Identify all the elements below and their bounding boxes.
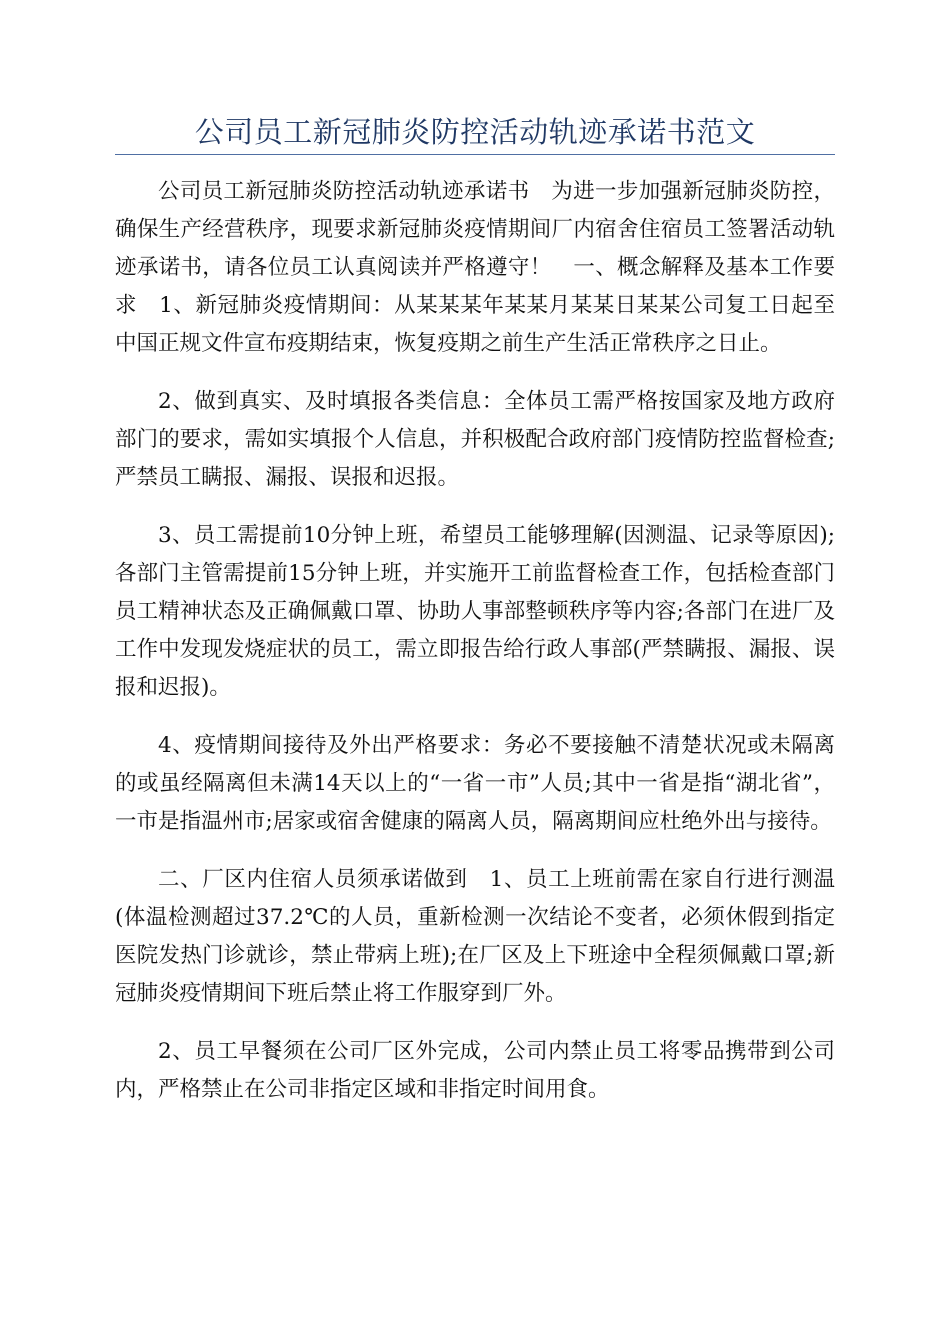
paragraph-item-2: 2、做到真实、及时填报各类信息：全体员工需严格按国家及地方政府部门的要求，需如实填报个人信息，并积极配合政府部门疫情防控监督检查;严禁员工瞒报、漏报、误报和迟报。 <box>115 389 835 490</box>
paragraph-item-4: 4、疫情期间接待及外出严格要求：务必不要接触不清楚状况或未隔离的或虽经隔离但未满14天以上的“一省一市”人员;其中一省是指“湖北省”，一市是指温州市;居家或宿舍健康的隔离人员，隔离期间应杜绝外出与接待。 <box>115 733 835 834</box>
paragraph-item-3: 3、员工需提前10分钟上班，希望员工能够理解(因测温、记录等原因);各部门主管需提前15分钟上班，并实施开工前监督检查工作，包括检查部门员工精神状态及正确佩戴口罩、协助人事部整顿秩序等内容;各部门在进厂及工作中发现发烧症状的员工，需立即报告给行政人事部(严禁瞒报、漏报、误报和迟报)。 <box>115 523 835 700</box>
paragraph-intro: 公司员工新冠肺炎防控活动轨迹承诺书 为进一步加强新冠肺炎防控，确保生产经营秩序，现要求新冠肺炎疫情期间厂内宿舍住宿员工签署活动轨迹承诺书，请各位员工认真阅读并严格遵守！ 一、概念解释及基本工作要求 1、新冠肺炎疫情期间：从某某某年某某月某某日某某公司复工日起至中国正规文件宣布疫期结束，恢复疫期之前生产生活正常秩序之日止。 <box>115 179 835 356</box>
title-underline <box>115 154 835 155</box>
document-body <box>115 173 835 1129</box>
paragraph-section-2: 二、厂区内住宿人员须承诺做到 1、员工上班前需在家自行进行测温(体温检测超过37.2℃的人员，重新检测一次结论不变者，必须休假到指定医院发热门诊就诊，禁止带病上班);在厂区及上下班途中全程须佩戴口罩;新冠肺炎疫情期间下班后禁止将工作服穿到厂外。 <box>115 867 835 1006</box>
document-title: 公司员工新冠肺炎防控活动轨迹承诺书范文 <box>194 115 756 149</box>
paragraph-section-2-item-2: 2、员工早餐须在公司厂区外完成，公司内禁止员工将零品携带到公司内，严格禁止在公司非指定区域和非指定时间用食。 <box>115 1039 835 1102</box>
